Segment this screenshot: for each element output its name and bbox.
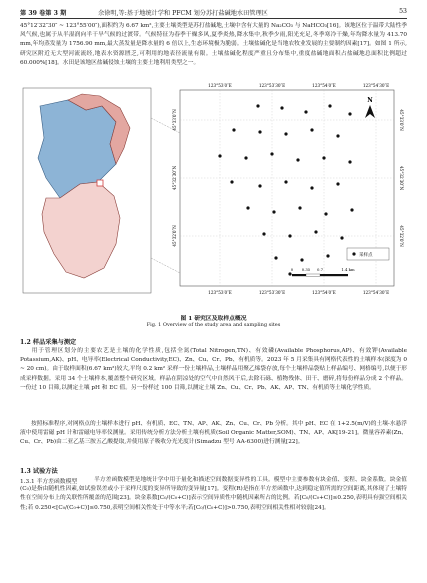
sample-point <box>284 180 287 183</box>
figure-1 <box>20 78 407 310</box>
section-1-2-text-1: 用于管理区划分的主要农艺是土壤的化学性质,包括全氮(Total Nitrogen,TN)、有效磷(Available Phosphorus,AP)、有效钾(Available Potassium,AK)、pH、电导率(Electrical Conductivity,EC)、Zn、Cu、Cr、Pb、有机质等。2023 年 5 月采集具有网格代表性的土壤样本(深度为 0 ~ 20 cm)。由于取样面积(6.67 km²)较大,平均 0.2 km² 采样一份土壤样品,土壤样品用聚乙烯袋存放,每个土壤样品袋贴上样品编号、网格编号,以便于形成采样数据。采用 34 个土壤样本,覆盖整个研究区域。样品在阴凉处的空气中自然风干后,去除石砾、植物残体、田干、磨碎,将每份样品分成 2 个样品。一份过 10 目筛,以测定土壤 pH 和 EC 值。另一份样过 100 目筛,以测定土壤 Zn、Cu、Cr、Pb、AK、AP、TN、有机质等土壤化学性质。 <box>20 348 407 391</box>
tick-top-1: 123°53′0″E <box>208 83 232 88</box>
sample-point <box>336 134 339 137</box>
study-area-marker <box>97 180 103 186</box>
sample-point <box>350 208 353 211</box>
sample-point <box>246 206 249 209</box>
tick-bottom-2: 123°53′30″E <box>258 290 286 295</box>
sample-point <box>262 232 265 235</box>
section-1-3-1-paragraph <box>20 476 407 513</box>
legend-point-icon <box>352 252 355 255</box>
sample-point <box>232 128 235 131</box>
page-number: 53 <box>399 8 407 15</box>
tick-bottom-4: 123°54′30″E <box>362 290 390 295</box>
sample-point <box>284 132 287 135</box>
section-1-2-paragraph-1 <box>20 347 407 393</box>
sample-point <box>296 158 299 161</box>
tick-right-2: 45°32′30″N <box>399 165 404 191</box>
journal-issue: 第 39 卷第 3 期 <box>20 10 67 17</box>
sample-point <box>310 186 313 189</box>
scale-label-1: 0.35 <box>301 267 311 272</box>
figure-caption-en: Fig. 1 Overview of the study area and sampling sites <box>146 322 281 328</box>
scale-label-0: 0 <box>290 267 294 272</box>
sample-point <box>258 184 261 187</box>
intro-paragraph: 45°12′32″30″ ~ 123°55′00″),面积约为 6.67 km²,主要土壤类型是苏打盐碱地,土壤中含有大量的 Na₂CO₃ 与 NaHCO₃[16]。该地区位于温带大陆性季风气候,也属于从半湿润向半干旱气候的过渡带。气候特征为春季干燥多风,夏季炎热,降水集中,秋季少雨,阳光充足,冬季寒冷干燥,年均降水量为 413.70 mm,年均蒸发量为 1756.90 mm,最大蒸发量是降水量的 6 倍以上,生态环境极为脆弱。土壤盐碱化是当地农牧业发展的主要制约因素[17]。如图 1 所示,研究区附近无大型河流流经,地表水资源匮乏,可利用的地表径流量有限。土壤盐碱化程度严重且分布集中,重度盐碱地面积占盐碱地总面积比例超过 60.000%[18]。水田是该地区盐碱侵蚀土壤的主要土地利用类型之一。 <box>20 23 407 66</box>
tick-right-1: 45°33′0″N <box>399 109 404 131</box>
sample-point <box>314 230 317 233</box>
tick-left-2: 45°32′30″N <box>172 165 177 191</box>
sample-point <box>340 236 343 239</box>
sample-point <box>270 152 273 155</box>
section-1-3-1-title: 1.3.1 半方差函数模型 <box>20 479 78 485</box>
section-1-2-text-2: 按照标准程序,对网格点的土壤样本进行 pH、有机质、EC、TN、AP、AK、Zn、Cu、Cr、Pb 分析。其中 pH、EC 在 1+2.5(m/V)的土壤-水悬浮液中使用雷磁 pH 计和雷磁电导率仪测量。采用传统分析方法分析土壤有机质(Soil Organic Matter,SOM)、TN、AP、AK[19-21]。微量容养素(Zn、Cu、Cr、Pb)由二亚乙基三胺五乙酸提取,并使用原子吸收分光光度计(Simadzu 型号 AA-6300)进行测量[22]。 <box>20 421 407 446</box>
sample-point <box>336 182 339 185</box>
sample-point <box>280 106 283 109</box>
sample-point <box>324 212 327 215</box>
sample-point <box>244 156 247 159</box>
scale-label-2: 0.7 <box>316 267 324 272</box>
sample-point <box>274 256 277 259</box>
running-title: 余徐明,等:基于地统计学和 PFCM 划分苏打盐碱地水田管理区 <box>98 10 268 17</box>
scale-label-3: 1.4 km <box>341 267 355 272</box>
section-1-2-title: 1.2 样品采集与测定 <box>20 339 77 346</box>
figure-caption-cn: 图 1 研究区及取样点概况 <box>180 316 247 322</box>
sample-point <box>348 112 351 115</box>
sample-point <box>256 104 259 107</box>
sample-point <box>348 160 351 163</box>
sampling-map <box>172 83 404 295</box>
sample-point <box>218 154 221 157</box>
sample-point <box>322 156 325 159</box>
tick-left-1: 45°33′0″N <box>172 109 177 131</box>
sample-point <box>328 104 331 107</box>
tick-top-2: 123°53′30″E <box>258 83 286 88</box>
tick-left-3: 45°32′0″N <box>172 225 177 247</box>
sample-point <box>230 180 233 183</box>
section-1-3-title: 1.3 试验方法 <box>20 468 58 475</box>
sample-point <box>298 206 301 209</box>
sample-point <box>326 254 329 257</box>
sample-point <box>272 210 275 213</box>
sample-point <box>300 258 303 261</box>
tick-right-3: 45°32′0″N <box>399 225 404 247</box>
figure-1-graphic <box>20 78 407 310</box>
tick-bottom-1: 123°53′0″E <box>208 290 232 295</box>
north-label: N <box>367 97 373 104</box>
legend-label: 采样点 <box>359 253 373 258</box>
tick-bottom-3: 123°54′0″E <box>312 290 336 295</box>
sample-point <box>258 130 261 133</box>
sample-point <box>288 234 291 237</box>
regional-map <box>23 88 180 293</box>
legend <box>347 248 389 260</box>
tick-top-3: 123°54′0″E <box>312 83 336 88</box>
section-1-3-1-text: 半方差函数模型是地统计学中用于量化和描述空间数据变异性的工具。模型中主要参数有块金值、变程、块金系数。块金值(C₀)是指由随机性因素,如试验误差或小于采样尺度的变异所导致的变异量[17]。变程(R)是指在半方差函数中,达到稳定值所需的空间距离,其体现了土壤特性在空间分布上的关联性所覆盖的范围[23]。块金系数[C₀/(C₀+C)]表示空间异质性中随机因素所占的比例。若[C₀/(C₀+C)]≤0.250,表明具有强空间相关性;若 0.250<[C₀/(C₀+C)]≤0.750,表明空间相关性处于中等水平;若[C₀/(C₀+C)]>0.750,表明空间相关性相对较弱[24]。 <box>20 477 407 511</box>
sample-point <box>310 128 313 131</box>
section-1-2-paragraph-2 <box>20 420 407 448</box>
tick-top-4: 123°54′30″E <box>362 83 390 88</box>
sample-point <box>288 272 291 275</box>
sample-point <box>304 110 307 113</box>
running-header <box>20 6 407 19</box>
